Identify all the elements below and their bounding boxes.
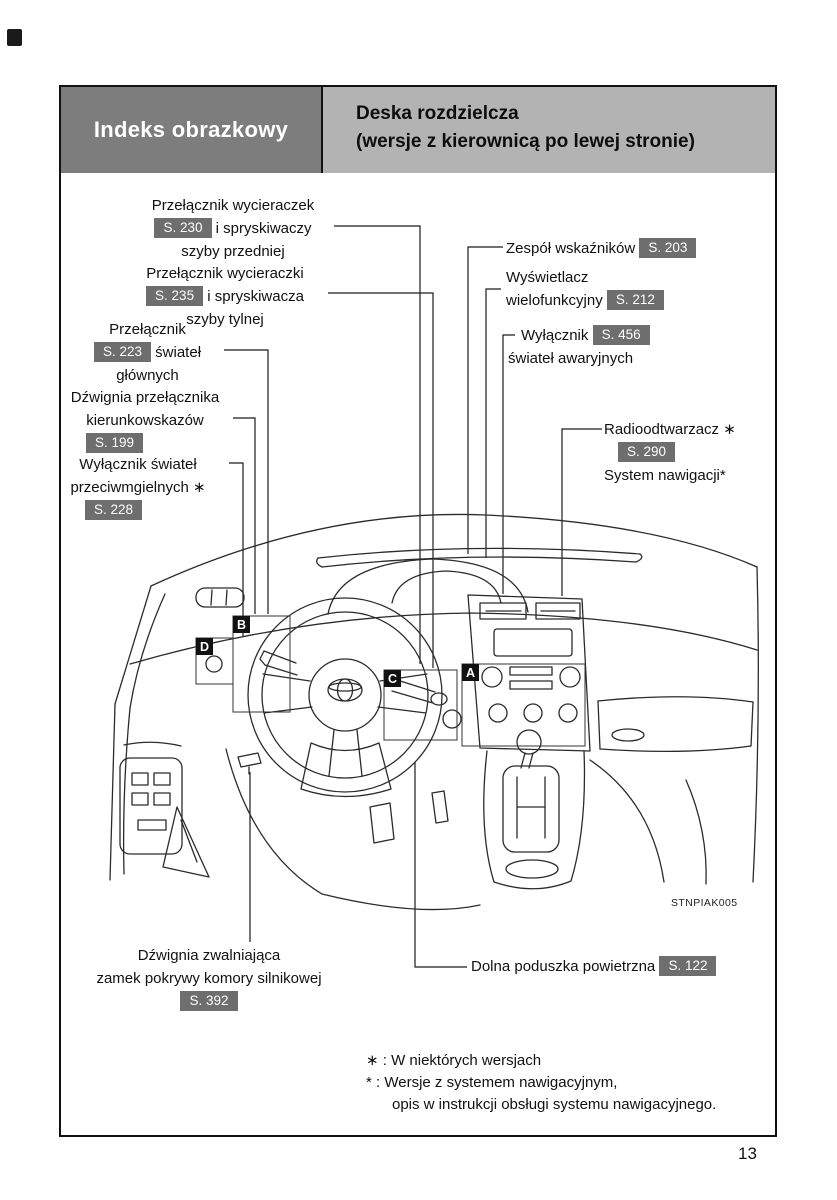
label-text: Przełącznik wycieraczki: [146, 265, 304, 282]
callout-instrument-cluster: [506, 237, 696, 260]
callout-turn-signals: [56, 386, 234, 455]
region-badge-d: D: [199, 640, 210, 654]
label-text: i spryskiwaczy: [215, 220, 312, 237]
footnote-star-line2: opis w instrukcji obsługi systemu nawigacyjnego.: [392, 1096, 717, 1113]
page-ref-badge: S. 456: [593, 325, 650, 345]
page-ref-badge: S. 203: [639, 238, 696, 258]
callout-text: [128, 217, 338, 240]
chapter-title-line1: Deska rozdzielcza: [356, 103, 519, 124]
callout-text: [78, 967, 340, 990]
region-badge-b: B: [236, 618, 247, 632]
label-text: świateł: [155, 344, 202, 361]
callout-text: [604, 441, 736, 464]
label-text: Przełącznik: [109, 321, 186, 338]
callout-fog-lights: [48, 453, 228, 522]
callout-text: [122, 285, 328, 308]
region-badge-a: A: [465, 666, 476, 680]
callout-hazard-switch: [508, 324, 650, 370]
callout-text: [128, 240, 338, 263]
callout-radio: [604, 418, 736, 487]
callout-text: [604, 418, 736, 441]
callout-text: [122, 262, 328, 285]
label-text: przeciwmgielnych ∗: [70, 479, 206, 496]
callout-text: [56, 432, 234, 455]
page-ref-badge: S. 223: [94, 342, 151, 362]
label-text: Dźwignia zwalniająca: [137, 947, 281, 964]
callout-text: [604, 464, 736, 487]
callout-knee-airbag: [471, 955, 716, 978]
label-text: świateł awaryjnych: [508, 350, 634, 367]
region-badge-c: C: [387, 672, 398, 686]
label-text: szyby przedniej: [181, 243, 285, 260]
label-text: kierunkowskazów: [86, 412, 204, 429]
callout-text: [78, 990, 340, 1013]
label-text: szyby tylnej: [186, 311, 264, 328]
label-text: Dźwignia przełącznika: [70, 389, 220, 406]
label-text: Wyłącznik świateł: [79, 456, 197, 473]
callout-text: [48, 499, 228, 522]
page-number: 13: [738, 1144, 757, 1163]
label-text: zamek pokrywy komory silnikowej: [96, 970, 322, 987]
label-text: Wyświetlacz: [506, 269, 589, 286]
label-text: Dolna poduszka powietrzna: [471, 958, 656, 975]
callout-hood-release: [78, 944, 340, 1013]
label-text: Przełącznik wycieraczek: [151, 197, 315, 214]
footnotes: [366, 1050, 716, 1116]
label-text: System nawigacji*: [604, 467, 726, 484]
callout-text: [78, 944, 340, 967]
callout-text: [70, 318, 225, 341]
label-text: Radioodtwarzacz ∗: [604, 421, 736, 438]
label-text: i spryskiwacza: [207, 288, 304, 305]
label-text: Wyłącznik: [521, 327, 589, 344]
callout-text: [128, 194, 338, 217]
dashboard-line-art: [110, 514, 758, 909]
callout-multi-display: [506, 266, 664, 312]
callout-text: [48, 453, 228, 476]
callout-text: [508, 324, 650, 347]
callout-text: [48, 476, 228, 499]
callout-text: [506, 289, 664, 312]
section-index-label: Indeks obrazkowy: [93, 117, 289, 142]
page-ref-badge: S. 392: [180, 991, 237, 1011]
callout-text: [70, 341, 225, 364]
footnote-asterisk: ∗ : W niektórych wersjach: [366, 1052, 542, 1069]
label-text: Zespół wskaźników: [506, 240, 636, 257]
callout-text: [56, 409, 234, 432]
page-ref-badge: S. 235: [146, 286, 203, 306]
callout-front-wiper: [128, 194, 338, 263]
footnote-star-line1: * : Wersje z systemem nawigacyjnym,: [366, 1074, 618, 1091]
callout-headlights: [70, 318, 225, 387]
page-ref-badge: S. 290: [618, 442, 675, 462]
label-text: głównych: [116, 367, 179, 384]
label-text: wielofunkcyjny: [506, 292, 603, 309]
callout-text: [70, 364, 225, 387]
callout-text: [56, 386, 234, 409]
callout-text: [508, 347, 650, 370]
chapter-title-line2: (wersje z kierownicą po lewej stronie): [356, 131, 695, 152]
page-ref-badge: S. 228: [85, 500, 142, 520]
figure-code: STNPIAK005: [671, 897, 738, 909]
callout-text: [506, 266, 664, 289]
page-ref-badge: S. 212: [607, 290, 664, 310]
page-ref-badge: S. 230: [154, 218, 211, 238]
page-ref-badge: S. 199: [86, 433, 143, 453]
page-ref-badge: S. 122: [659, 956, 716, 976]
